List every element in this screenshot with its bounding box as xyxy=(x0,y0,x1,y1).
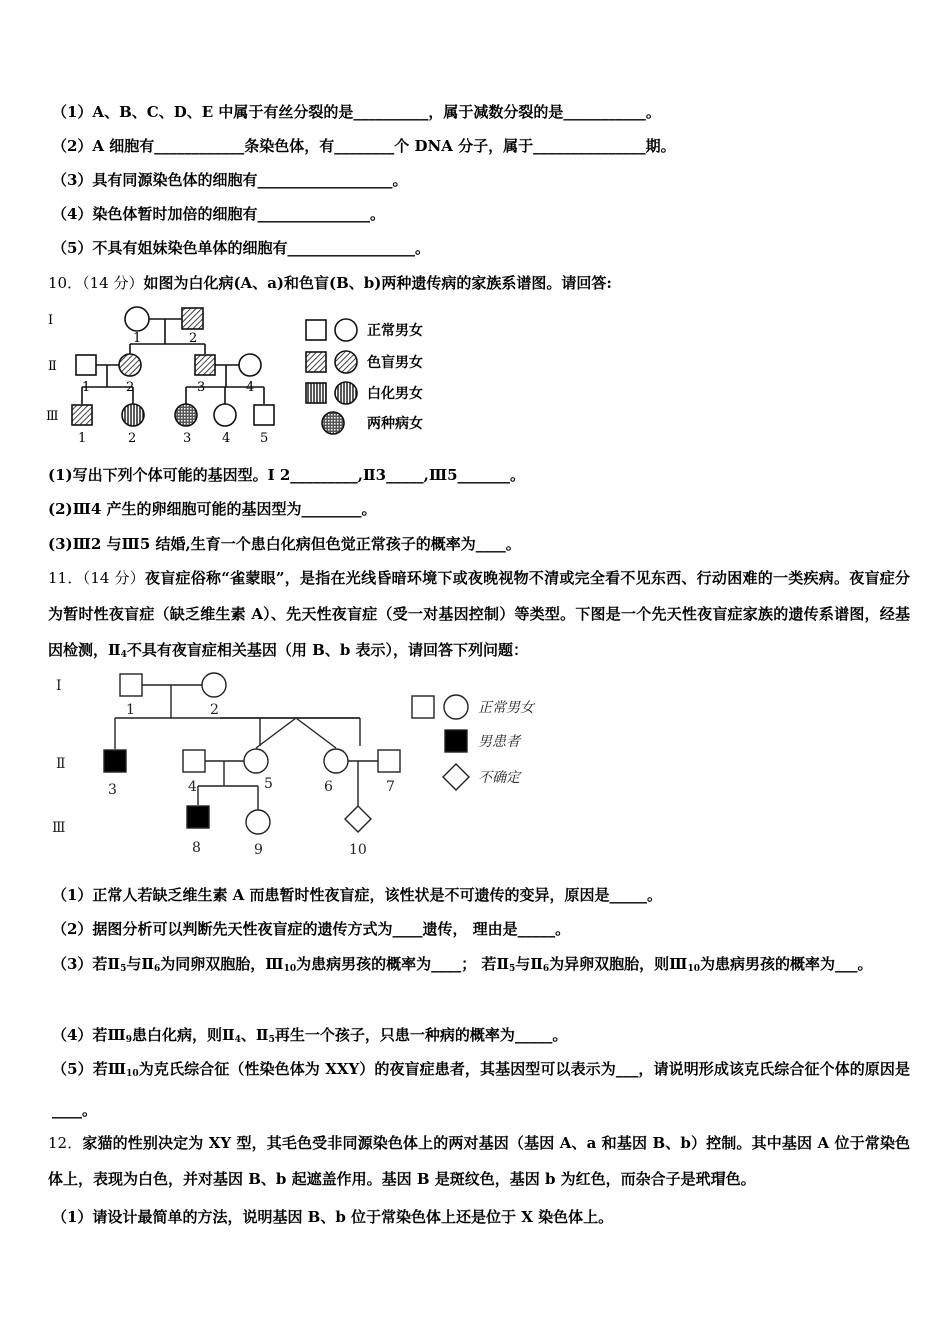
q11-stem-sub: 4 xyxy=(120,650,127,660)
ped11-label: 3 xyxy=(108,782,117,798)
ped11-gen-1: Ⅰ xyxy=(56,678,62,694)
q11-number: 11．（14 分） xyxy=(48,569,145,587)
ped10-legend-both: 两种病女 xyxy=(367,416,423,432)
ped11-legend-uncertain: 不确定 xyxy=(478,770,520,786)
ped11-label: 7 xyxy=(386,779,395,795)
ped11-gen-2: Ⅱ xyxy=(56,756,66,772)
q12-number: 12． xyxy=(48,1134,83,1152)
q9-line-5: （5）不具有姐妹染色单体的细胞有_________________。 xyxy=(52,239,430,257)
ped10-legend-normal: 正常男女 xyxy=(367,323,423,339)
ped10-gen-2: Ⅱ xyxy=(48,359,57,374)
ped10-label: 3 xyxy=(183,431,192,446)
q10-sub-3: (3)Ⅲ2 与Ⅲ5 结婚,生育一个患白化病但色觉正常孩子的概率为____。 xyxy=(48,535,521,553)
ped10-label: 1 xyxy=(133,331,142,346)
q12-stem-paragraph xyxy=(48,1125,910,1197)
q11-stem-a: 夜盲症俗称“雀蒙眼”，是指在光线昏暗环境下或夜晚视物不清或完全看不见东西、行动困难的一类疾病。夜盲症分为暂时性夜盲症（缺乏维生素 A）、先天性夜盲症（受一对基因控制）等类型。下图是一个先天性夜盲症家族的遗传系谱图，经基因检测，Ⅱ xyxy=(48,569,910,659)
ped10-legend-albino: 白化男女 xyxy=(367,386,423,402)
ped10-label: 2 xyxy=(189,331,198,346)
q9-line-2: （2）A 细胞有____________条染色体，有________个 DNA 分子，属于_______________期。 xyxy=(52,137,676,155)
ped10-label: 1 xyxy=(78,431,87,446)
ped11-legend-normal: 正常男女 xyxy=(478,700,534,716)
q10-sub-1: (1)写出下列个体可能的基因型。Ⅰ 2_________,Ⅱ3_____,Ⅲ5_______。 xyxy=(48,466,526,484)
ped10-gen-3: Ⅲ xyxy=(46,409,59,424)
ped10-label: 4 xyxy=(222,431,231,446)
q11-pedigree-diagram xyxy=(40,668,580,860)
ped10-label: 4 xyxy=(246,380,255,395)
q11-sub-2: （2）据图分析可以判断先天性夜盲症的遗传方式为____遗传， 理由是_____。 xyxy=(52,920,571,938)
ped11-label: 9 xyxy=(254,842,263,858)
ped10-label: 3 xyxy=(197,380,206,395)
ped10-label: 2 xyxy=(126,380,135,395)
ped11-label: 10 xyxy=(349,842,367,858)
q9-line-1: （1）A、B、C、D、E 中属于有丝分裂的是__________，属于减数分裂的是___________。 xyxy=(52,103,661,121)
q10-sub-2: (2)Ⅲ4 产生的卵细胞可能的基因型为________。 xyxy=(48,500,377,518)
ped11-label: 8 xyxy=(192,840,201,856)
ped11-legend-patient: 男患者 xyxy=(478,734,520,750)
q12-stem: 家猫的性别决定为 XY 型，其毛色受非同源染色体上的两对基因（基因 A、a 和基因 B、b）控制。其中基因 A 位于常染色体上，表现为白色，并对基因 B、b 起遮盖作用。基因 B 是斑纹色，基因 b 为红色，而杂合子是玳瑁色。 xyxy=(48,1134,910,1188)
ped11-gen-3: Ⅲ xyxy=(52,820,66,836)
ped11-label: 6 xyxy=(324,779,333,795)
q11-stem-b: 不具有夜盲症相关基因（用 B、b 表示），请回答下列问题： xyxy=(126,641,529,659)
q11-sub-5: （5）若$Ⅲ_{10}$为克氏综合征（性染色体为 XXY）的夜盲症患者，其基因型可以表示为___，请说明形成该克氏综合征个体的原因是____。 xyxy=(52,1060,910,1119)
q10-stem-line xyxy=(48,273,612,293)
q9-line-4: （4）染色体暂时加倍的细胞有_______________。 xyxy=(52,205,385,223)
q9-line-3: （3）具有同源染色体的细胞有__________________。 xyxy=(52,171,408,189)
q11-stem-paragraph xyxy=(48,560,910,673)
ped11-label: 4 xyxy=(188,779,197,795)
ped10-label: 5 xyxy=(260,431,269,446)
q10-pedigree-diagram xyxy=(40,300,460,450)
q10-stem: 如图为白化病(A、a)和色盲(B、b)两种遗传病的家族系谱图。请回答: xyxy=(143,274,612,292)
ped11-label: 5 xyxy=(264,776,273,792)
ped11-label: 2 xyxy=(210,702,219,718)
ped10-gen-1: Ⅰ xyxy=(48,313,54,328)
ped10-label: 1 xyxy=(82,380,91,395)
ped10-label: 2 xyxy=(128,431,137,446)
ped11-label: 1 xyxy=(126,702,135,718)
ped10-legend-colorblind: 色盲男女 xyxy=(367,355,423,371)
q11-sub-1: （1）正常人若缺乏维生素 A 而患暂时性夜盲症，该性状是不可遗传的变异，原因是_____。 xyxy=(52,886,663,904)
q11-sub-3: （3）若$Ⅱ_5$与$Ⅱ_6$为同卵双胞胎，$Ⅲ_{10}$为患病男孩的概率为____； 若$Ⅱ_5$与$Ⅱ_6$为异卵双胞胎，则$Ⅲ_{10}$为患病男孩的概率为___。 xyxy=(52,955,873,974)
q10-number: 10．（14 分） xyxy=(48,274,144,292)
q11-sub-4: （4）若$Ⅲ_9$患白化病，则$Ⅱ_4$、$Ⅱ_5$再生一个孩子，只患一种病的概率为_____。 xyxy=(52,1026,568,1045)
q12-sub-1: （1）请设计最简单的方法，说明基因 B、b 位于常染色体上还是位于 X 染色体上。 xyxy=(52,1208,614,1226)
